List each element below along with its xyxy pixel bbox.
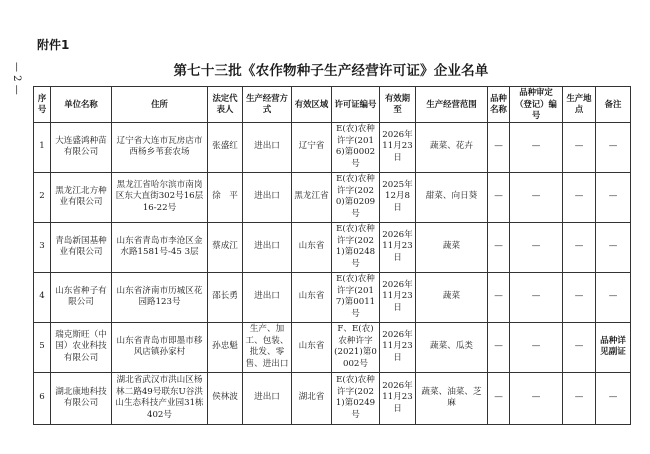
cell-expiry: 2026年11月23日 — [380, 372, 416, 424]
cell-company: 大连盛鸿种苗有限公司 — [51, 122, 112, 172]
cell-approval-no: — — [510, 122, 563, 172]
cell-license-no: F、E(农)农种许字(2021)第0002号 — [332, 322, 380, 372]
cell-mode: 进出口 — [243, 372, 292, 424]
cell-company: 湖北康地科技有限公司 — [51, 372, 112, 424]
cell-site: — — [563, 122, 596, 172]
cell-company: 山东省种子有限公司 — [51, 272, 112, 322]
cell-legal-rep: 张盛红 — [208, 122, 243, 172]
cell-scope: 甜菜、向日葵 — [416, 172, 488, 222]
header-license-no: 许可证编号 — [332, 87, 380, 123]
cell-variety-name: — — [488, 272, 510, 322]
cell-scope: 蔬菜 — [416, 272, 488, 322]
header-company: 单位名称 — [51, 87, 112, 123]
cell-expiry: 2026年11月23日 — [380, 322, 416, 372]
cell-seq: 6 — [34, 372, 51, 424]
cell-region: 山东省 — [292, 322, 332, 372]
header-row — [34, 87, 631, 123]
cell-site: — — [563, 272, 596, 322]
cell-address: 山东省济南市历城区花园路123号 — [112, 272, 208, 322]
cell-address: 湖北省武汉市洪山区杨林二路49号联东U谷洪山生态科技产业园31栋402号 — [112, 372, 208, 424]
cell-mode: 进出口 — [243, 272, 292, 322]
cell-region: 山东省 — [292, 222, 332, 272]
cell-scope: 蔬菜、油菜、芝麻 — [416, 372, 488, 424]
header-site: 生产地点 — [563, 87, 596, 123]
cell-remarks: — — [596, 122, 631, 172]
cell-approval-no: — — [510, 272, 563, 322]
document-title: 第七十三批《农作物种子生产经营许可证》企业名单 — [173, 63, 489, 79]
cell-address: 山东省青岛市即墨市移风店镇孙家村 — [112, 322, 208, 372]
header-approval-no: 品种审定（登记）编号 — [510, 87, 563, 123]
header-region: 有效区域 — [292, 87, 332, 123]
cell-variety-name: — — [488, 122, 510, 172]
cell-remarks: — — [596, 172, 631, 222]
page-number: — 2 — — [11, 62, 22, 95]
cell-mode: 生产、加工、包装、批发、零售、进出口 — [243, 322, 292, 372]
cell-company: 黑龙江北方种业有限公司 — [51, 172, 112, 222]
cell-approval-no: — — [510, 372, 563, 424]
cell-legal-rep: 徐 平 — [208, 172, 243, 222]
cell-variety-name: — — [488, 172, 510, 222]
cell-scope: 蔬菜 — [416, 222, 488, 272]
cell-mode: 进出口 — [243, 172, 292, 222]
cell-legal-rep: 蔡成江 — [208, 222, 243, 272]
cell-approval-no: — — [510, 322, 563, 372]
cell-region: 湖北省 — [292, 372, 332, 424]
cell-seq: 3 — [34, 222, 51, 272]
cell-variety-name: — — [488, 222, 510, 272]
cell-mode: 进出口 — [243, 222, 292, 272]
cell-legal-rep: 孙忠魁 — [208, 322, 243, 372]
cell-company: 青岛新国基种业有限公司 — [51, 222, 112, 272]
table-row — [34, 372, 631, 424]
cell-expiry: 2025年12月8日 — [380, 172, 416, 222]
cell-company: 瑞克斯旺（中国）农业科技有限公司 — [51, 322, 112, 372]
header-variety-name: 品种名称 — [488, 87, 510, 123]
cell-seq: 1 — [34, 122, 51, 172]
table-row — [34, 322, 631, 372]
header-address: 住所 — [112, 87, 208, 123]
cell-expiry: 2026年11月23日 — [380, 222, 416, 272]
cell-region: 黑龙江省 — [292, 172, 332, 222]
header-remarks: 备注 — [596, 87, 631, 123]
cell-license-no: E(农)农种许字(2021)第0248号 — [332, 222, 380, 272]
cell-approval-no: — — [510, 172, 563, 222]
license-table — [33, 86, 631, 425]
cell-seq: 5 — [34, 322, 51, 372]
cell-address: 辽宁省大连市瓦房店市西杨乡苇套农场 — [112, 122, 208, 172]
cell-scope: 蔬菜、瓜类 — [416, 322, 488, 372]
header-mode: 生产经营方式 — [243, 87, 292, 123]
cell-seq: 4 — [34, 272, 51, 322]
header-expiry: 有效期至 — [380, 87, 416, 123]
cell-expiry: 2026年11月23日 — [380, 272, 416, 322]
attachment-label: 附件1 — [37, 38, 70, 52]
cell-site: — — [563, 372, 596, 424]
cell-variety-name: — — [488, 372, 510, 424]
cell-address: 山东省青岛市李沧区金水路1581号-45 3层 — [112, 222, 208, 272]
header-seq: 序号 — [34, 87, 51, 123]
cell-license-no: E(农)农种许字(2021)第0249号 — [332, 372, 380, 424]
cell-legal-rep: 侯林波 — [208, 372, 243, 424]
header-legal-rep: 法定代表人 — [208, 87, 243, 123]
cell-mode: 进出口 — [243, 122, 292, 172]
table-row — [34, 272, 631, 322]
cell-remarks: — — [596, 222, 631, 272]
cell-expiry: 2026年11月23日 — [380, 122, 416, 172]
table-row — [34, 222, 631, 272]
cell-site: — — [563, 222, 596, 272]
cell-scope: 蔬菜、花卉 — [416, 122, 488, 172]
cell-license-no: E(农)农种许字(2020)第0209号 — [332, 172, 380, 222]
cell-site: — — [563, 322, 596, 372]
cell-legal-rep: 邵长勇 — [208, 272, 243, 322]
table-row — [34, 122, 631, 172]
header-scope: 生产经营范围 — [416, 87, 488, 123]
cell-address: 黑龙江省哈尔滨市南岗区东大直街302号16层16-22号 — [112, 172, 208, 222]
cell-region: 山东省 — [292, 272, 332, 322]
cell-license-no: E(农)农种许字(2016)第0002号 — [332, 122, 380, 172]
cell-variety-name: — — [488, 322, 510, 372]
cell-remarks: 品种详见副证 — [596, 322, 631, 372]
cell-approval-no: — — [510, 222, 563, 272]
table-row — [34, 172, 631, 222]
cell-remarks: — — [596, 272, 631, 322]
cell-seq: 2 — [34, 172, 51, 222]
cell-site: — — [563, 172, 596, 222]
cell-remarks: — — [596, 372, 631, 424]
cell-license-no: E(农)农种许字(2017)第0011号 — [332, 272, 380, 322]
cell-region: 辽宁省 — [292, 122, 332, 172]
